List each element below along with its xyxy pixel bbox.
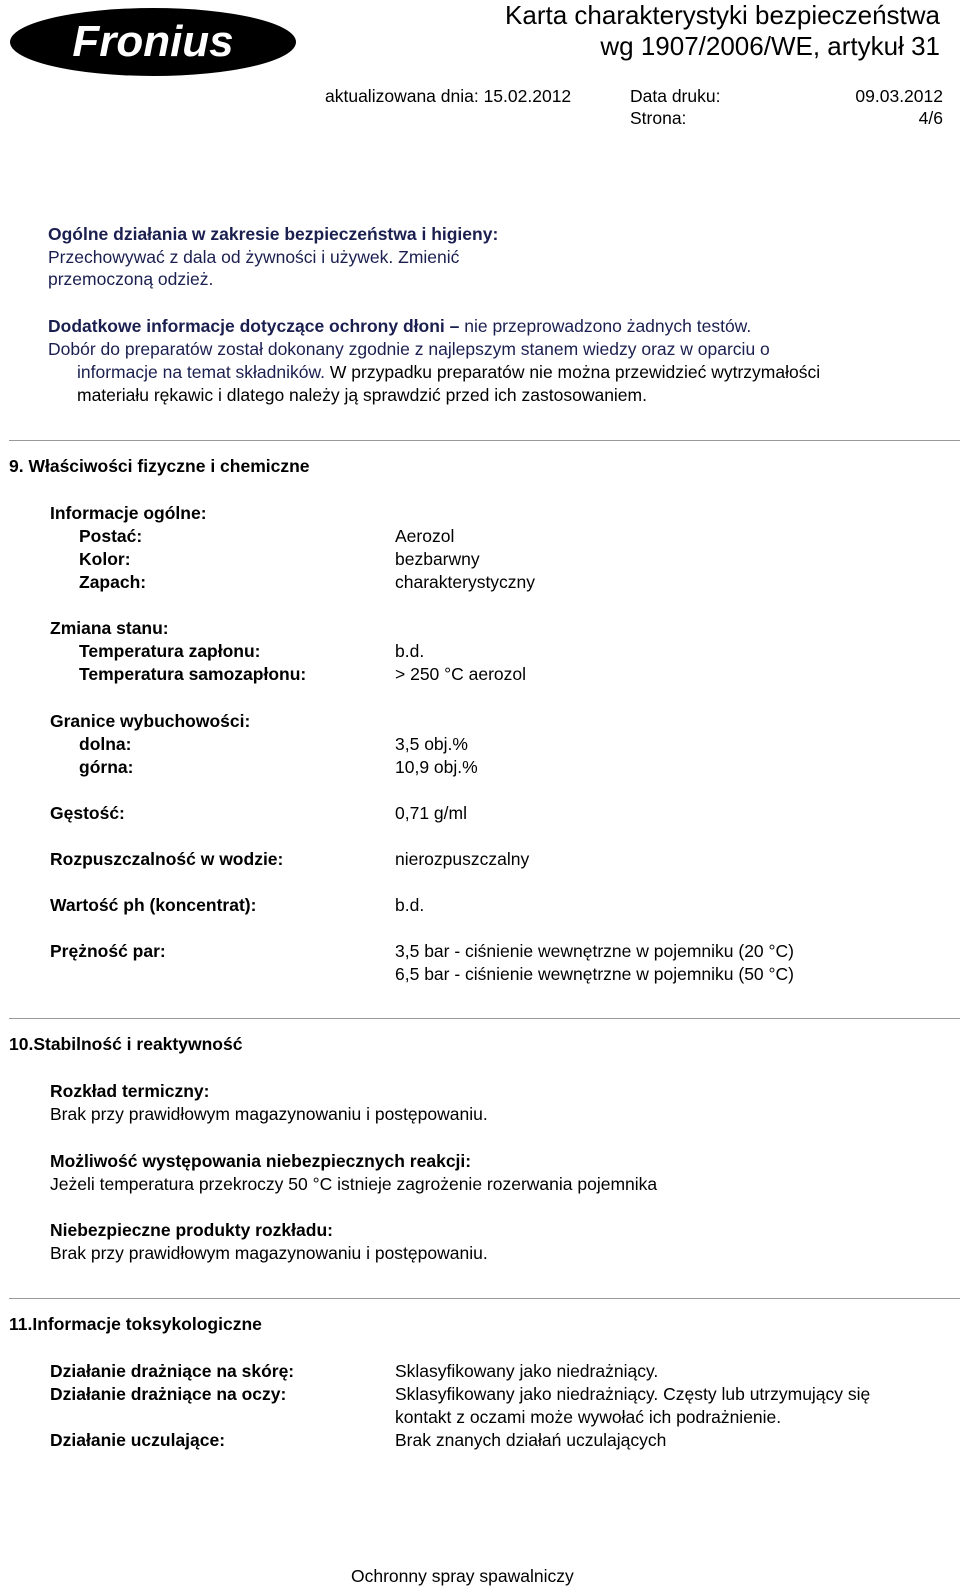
logo-graphic xyxy=(8,6,298,78)
section-divider xyxy=(9,440,960,441)
skin-irritation-label: Działanie drażniące na skórę: xyxy=(50,1361,295,1381)
ph-value: b.d. xyxy=(395,895,425,915)
page-number: 4/6 xyxy=(918,108,943,128)
color-value: bezbarwny xyxy=(395,549,480,569)
autoignition-label: Temperatura samozapłonu: xyxy=(79,664,307,684)
hygiene-line: Przechowywać z dala od żywności i używek. Zmienić xyxy=(48,247,460,267)
decomposition-products-text: Brak przy prawidłowym magazynowaniu i postępowaniu. xyxy=(50,1243,488,1263)
gloves-line: W przypadku preparatów nie można przewidzieć wytrzymałości xyxy=(329,362,821,382)
print-date-label: Data druku: xyxy=(630,86,721,106)
print-date-value: 09.03.2012 xyxy=(855,86,943,106)
skin-irritation-value: Sklasyfikowany jako niedrażniący. xyxy=(395,1361,659,1381)
solubility-value: nierozpuszczalny xyxy=(395,849,530,869)
gloves-heading-row xyxy=(48,316,751,337)
section-10-title: 10.Stabilność i reaktywność xyxy=(9,1034,243,1054)
upper-limit-value: 10,9 obj.% xyxy=(395,757,478,777)
explosion-limits-heading: Granice wybuchowości: xyxy=(50,711,251,731)
color-label: Kolor: xyxy=(79,549,131,569)
hygiene-line: przemoczoną odzież. xyxy=(48,269,214,289)
section-divider xyxy=(9,1298,960,1299)
flash-point-label: Temperatura zapłonu: xyxy=(79,641,261,661)
decomposition-products-heading: Niebezpieczne produkty rozkładu: xyxy=(50,1220,333,1240)
hygiene-heading: Ogólne działania w zakresie bezpieczeństwa i higieny: xyxy=(48,224,499,244)
thermal-decomposition-heading: Rozkład termiczny: xyxy=(50,1081,210,1101)
hazardous-reactions-text: Jeżeli temperatura przekroczy 50 °C istnieje zagrożenie rozerwania pojemnika xyxy=(50,1174,658,1194)
state-change-heading: Zmiana stanu: xyxy=(50,618,169,638)
section-11-title: 11.Informacje toksykologiczne xyxy=(9,1314,262,1334)
solubility-label: Rozpuszczalność w wodzie: xyxy=(50,849,284,869)
general-info-heading: Informacje ogólne: xyxy=(50,503,207,523)
density-label: Gęstość: xyxy=(50,803,125,823)
vapor-pressure-value: 6,5 bar - ciśnienie wewnętrzne w pojemniku (50 °C) xyxy=(395,964,794,984)
form-label: Postać: xyxy=(79,526,143,546)
fronius-logo xyxy=(8,6,298,83)
thermal-decomposition-text: Brak przy prawidłowym magazynowaniu i postępowaniu. xyxy=(50,1104,488,1124)
footer-product-name: Ochronny spray spawalniczy xyxy=(351,1566,574,1586)
flash-point-value: b.d. xyxy=(395,641,425,661)
gloves-heading-rest: nie przeprowadzono żadnych testów. xyxy=(464,316,752,336)
eye-irritation-value: Sklasyfikowany jako niedrażniący. Częsty lub utrzymujący się xyxy=(395,1384,871,1404)
vapor-pressure-label: Prężność par: xyxy=(50,941,166,961)
autoignition-value: > 250 °C aerozol xyxy=(395,664,527,684)
form-value: Aerozol xyxy=(395,526,455,546)
eye-irritation-value: kontakt z oczami może wywołać ich podrażnienie. xyxy=(395,1407,782,1427)
gloves-line: Dobór do preparatów został dokonany zgodnie z najlepszym stanem wiedzy oraz w oparciu o xyxy=(48,339,770,359)
logo-text: Fronius xyxy=(72,17,234,66)
density-value: 0,71 g/ml xyxy=(395,803,467,823)
gloves-line: materiału rękawic i dlatego należy ją sprawdzić przed ich zastosowaniem. xyxy=(77,385,647,405)
vapor-pressure-value: 3,5 bar - ciśnienie wewnętrzne w pojemniku (20 °C) xyxy=(395,941,794,961)
gloves-heading: Dodatkowe informacje dotyczące ochrony dłoni xyxy=(48,316,445,336)
odor-label: Zapach: xyxy=(79,572,147,592)
eye-irritation-label: Działanie drażniące na oczy: xyxy=(50,1384,287,1404)
page-label: Strona: xyxy=(630,108,687,128)
gloves-dash: – xyxy=(449,316,460,336)
sensitization-label: Działanie uczulające: xyxy=(50,1430,226,1450)
document-title-line1: Karta charakterystyki bezpieczeństwa xyxy=(505,0,940,30)
ph-label: Wartość ph (koncentrat): xyxy=(50,895,257,915)
upper-limit-label: górna: xyxy=(79,757,134,777)
updated-date: aktualizowana dnia: 15.02.2012 xyxy=(325,86,572,106)
gloves-line-row xyxy=(77,362,820,383)
section-divider xyxy=(9,1018,960,1019)
odor-value: charakterystyczny xyxy=(395,572,536,592)
sensitization-value: Brak znanych działań uczulających xyxy=(395,1430,667,1450)
section-9-title: 9. Właściwości fizyczne i chemiczne xyxy=(9,456,310,476)
lower-limit-label: dolna: xyxy=(79,734,132,754)
gloves-line: informacje na temat składników. xyxy=(77,362,326,382)
lower-limit-value: 3,5 obj.% xyxy=(395,734,468,754)
document-title-line2: wg 1907/2006/WE, artykuł 31 xyxy=(600,31,940,61)
hazardous-reactions-heading: Możliwość występowania niebezpiecznych reakcji: xyxy=(50,1151,472,1171)
